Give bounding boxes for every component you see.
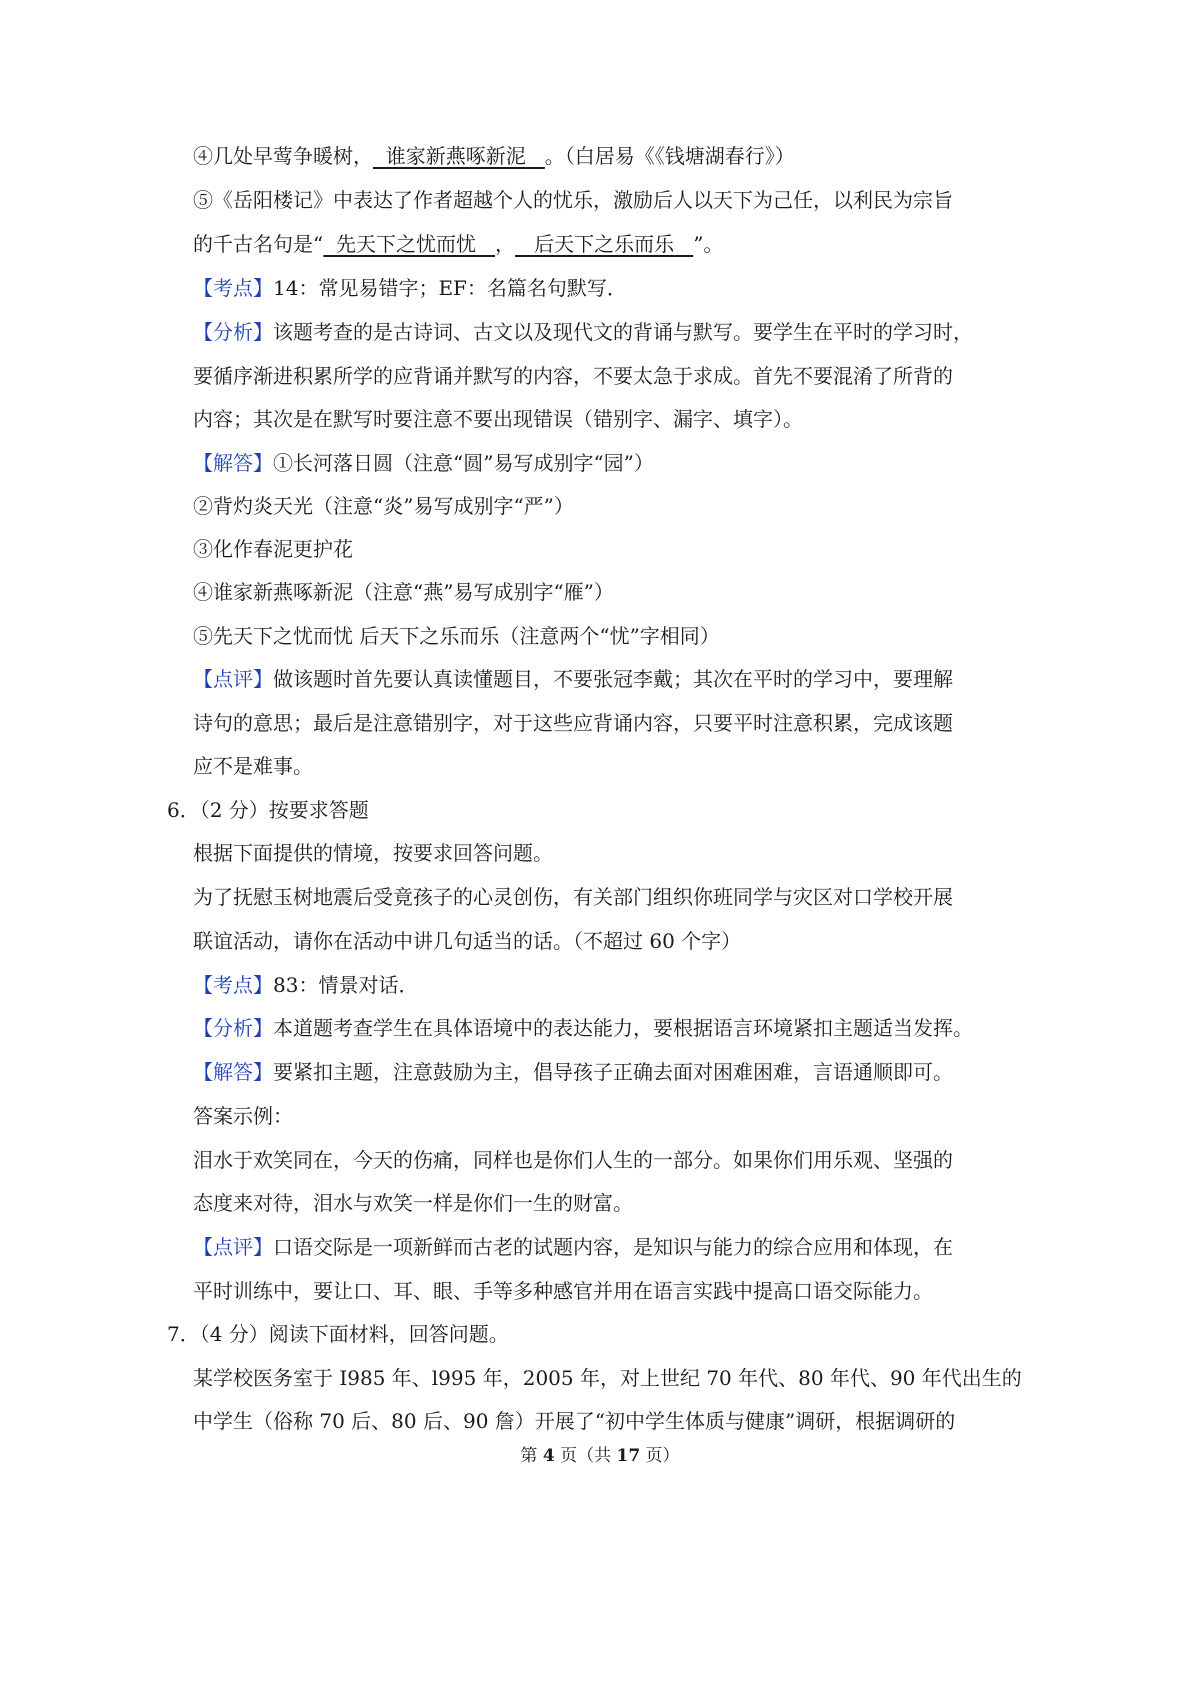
answer-example-line2: 态度来对待，泪水与欢笑一样是你们一生的财富。 — [193, 1191, 633, 1215]
answer-example-label: 答案示例： — [193, 1104, 293, 1128]
dianping-5-line1 — [193, 665, 953, 693]
question-6-title: 6．（2 分）按要求答题 — [167, 798, 369, 822]
section-tag-kaodian: 【考点】 — [193, 973, 273, 997]
question-5-item-5-line1: ⑤《岳阳楼记》中表达了作者超越个人的忧乐，激励后人以天下为己任，以利民为宗旨 — [193, 188, 953, 212]
question-6-line3: 联谊活动，请你在活动中讲几句适当的话。（不超过 60 个字） — [193, 929, 742, 953]
kaodian-5 — [193, 274, 627, 302]
page-footer — [0, 1444, 1200, 1468]
jieda-5-line4: ④谁家新燕啄新泥（注意“燕”易写成别字“雁”） — [193, 580, 614, 604]
section-tag-dianping: 【点评】 — [193, 1235, 273, 1259]
fill-in-answer: 谁家新燕啄新泥 — [385, 144, 526, 168]
jieda-text: 要紧扣主题，注意鼓励为主，倡导孩子正确去面对困难困难，言语通顺即可。 — [273, 1060, 953, 1084]
separator: ， — [495, 232, 516, 256]
fenxi-text: 该题考查的是古诗词、古文以及现代文的背诵与默写。要学生在平时的学习时， — [273, 320, 973, 344]
question-5-item-4 — [193, 142, 795, 170]
question-5-item-5-line2 — [193, 230, 723, 258]
section-tag-jieda: 【解答】 — [193, 451, 273, 475]
fill-in-answer: 后天下之乐而乐 — [534, 232, 675, 256]
fenxi-5-line3: 内容；其次是在默写时要注意不要出现错误（错别字、漏字、填字）。 — [193, 407, 803, 431]
fenxi-6 — [193, 1014, 973, 1042]
section-tag-fenxi: 【分析】 — [193, 320, 273, 344]
jieda-5-line3: ③化作春泥更护花 — [193, 537, 353, 561]
kaodian-text: 83：情景对话． — [273, 973, 419, 997]
question-6-line1: 根据下面提供的情境，按要求回答问题。 — [193, 841, 553, 865]
jieda-6 — [193, 1058, 953, 1086]
footer-suffix: 页） — [640, 1446, 680, 1466]
dianping-5-line2: 诗句的意思；最后是注意错别字，对于这些应背诵内容，只要平时注意积累，完成该题 — [193, 711, 953, 735]
kaodian-6 — [193, 971, 418, 999]
question-7-title: 7．（4 分）阅读下面材料，回答问题。 — [167, 1322, 509, 1346]
poem-source: 。（白居易《《钱塘湖春行》） — [544, 144, 795, 168]
dianping-text: 做该题时首先要认真读懂题目，不要张冠李戴；其次在平时的学习中，要理解 — [273, 667, 953, 691]
question-7-line1: 某学校医务室于 I985 年、l995 年，2005 年，对上世纪 70 年代、80 年代、90 年代出生的 — [193, 1366, 1022, 1390]
jieda-5-line1 — [193, 449, 654, 477]
current-page-number: 4 — [542, 1446, 555, 1466]
dianping-6-line2: 平时训练中，要让口、耳、眼、手等多种感官并用在语言实践中提高口语交际能力。 — [193, 1279, 933, 1303]
section-tag-dianping: 【点评】 — [193, 667, 273, 691]
fill-in-answer: 先天下之忧而忧 — [335, 232, 476, 256]
section-tag-kaodian: 【考点】 — [193, 276, 273, 300]
question-7-line2: 中学生（俗称 70 后、80 后、90 詹）开展了“初中学生体质与健康”调研，根据调研的 — [193, 1409, 956, 1433]
section-tag-fenxi: 【分析】 — [193, 1016, 273, 1040]
dianping-6-line1 — [193, 1233, 953, 1261]
section-tag-jieda: 【解答】 — [193, 1060, 273, 1084]
dianping-5-line3: 应不是难事。 — [193, 754, 313, 778]
poem-line-text: ④几处早莺争暖树， — [193, 144, 373, 168]
total-page-count: 17 — [616, 1446, 641, 1466]
prompt-text: 的千古名句是“ — [193, 232, 324, 256]
question-6-line2: 为了抚慰玉树地震后受竟孩子的心灵创伤，有关部门组织你班同学与灾区对口学校开展 — [193, 885, 953, 909]
fenxi-5-line1 — [193, 318, 973, 346]
answer-example-line1: 泪水于欢笑同在，今天的伤痛，同样也是你们人生的一部分。如果你们用乐观、坚强的 — [193, 1148, 953, 1172]
jieda-5-line2: ②背灼炎天光（注意“炎”易写成别字“严”） — [193, 494, 574, 518]
fenxi-text: 本道题考查学生在具体语境中的表达能力，要根据语言环境紧扣主题适当发挥。 — [273, 1016, 973, 1040]
footer-middle: 页（共 — [554, 1446, 617, 1466]
footer-prefix: 第 — [520, 1446, 543, 1466]
jieda-text: ①长河落日圆（注意“圆”易写成别字“园”） — [273, 451, 654, 475]
kaodian-text: 14：常见易错字；EF：名篇名句默写． — [273, 276, 627, 300]
jieda-5-line5: ⑤先天下之忧而忧 后天下之乐而乐（注意两个“忧”字相同） — [193, 624, 720, 648]
prompt-text: ”。 — [693, 232, 724, 256]
dianping-text: 口语交际是一项新鲜而古老的试题内容，是知识与能力的综合应用和体现，在 — [273, 1235, 953, 1259]
fenxi-5-line2: 要循序渐进积累所学的应背诵并默写的内容，不要太急于求成。首先不要混淆了所背的 — [193, 364, 953, 388]
